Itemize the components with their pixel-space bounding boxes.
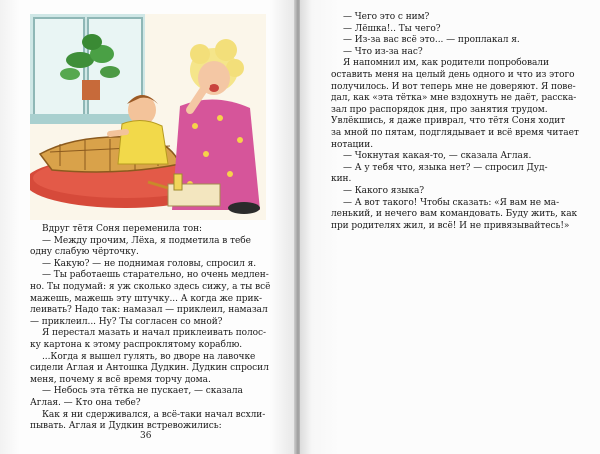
left-text-line: — приклеил... Ну? Ты согласен со мной? (30, 316, 223, 327)
right-text-line: Увлёкшись, я даже приврал, что тётя Соня ходит (331, 116, 566, 127)
right-text-line: — Чокнутая какая-то, — сказала Аглая. (343, 151, 532, 162)
left-text-line: ку картона к этому распроклятому кораблю. (30, 339, 243, 350)
left-text-line: — Между прочим, Лёха, я подметила в тебе (42, 235, 251, 246)
right-text-line: получилось. И вот теперь мне не доверяют. Я пове- (331, 81, 576, 92)
kitchen-illustration (30, 14, 266, 220)
right-text-line: нотации. (331, 139, 374, 150)
right-text-line: — Какого языка? (343, 185, 425, 196)
right-text-line: дал, как «эта тётка» мне вздохнуть не даёт, расска- (331, 93, 577, 104)
right-text-line: — Что из-за нас? (343, 46, 423, 57)
left-text-line: мажешь, мажешь эту штучку... А когда же прик- (30, 293, 263, 304)
right-text-line: — Из-за вас всё это... — проплакал я. (343, 35, 520, 46)
left-text-line: — Небось эта тётка не пускает, — сказала (42, 386, 243, 397)
right-text-line: — Чего это с ним? (343, 12, 430, 22)
right-text-line: кин. (331, 174, 352, 185)
left-text-line: сидели Аглая и Антошка Дудкин. Дудкин спросил (30, 363, 269, 374)
left-text-line: ...Когда я вышел гулять, во дворе на лавочке (42, 351, 256, 362)
right-text-line: зал про распорядок дня, про занятия трудом. (331, 104, 548, 115)
right-text-line: ленький, и нечего вам командовать. Буду жить, как (331, 209, 578, 220)
left-text-line: Я перестал мазать и начал приклеивать полос- (42, 328, 267, 339)
right-text-line: Я напомнил им, как родители попробовали (343, 58, 549, 69)
left-page-text (30, 224, 282, 433)
right-text-line: — А вот такого! Чтобы сказать: «Я вам не ма- (343, 197, 560, 208)
left-text-line: меня, почему я всё время торчу дома. (30, 374, 211, 385)
right-text-line: оставить меня на целый день одного и что из этого (331, 69, 575, 80)
left-text-line: пывать. Аглая и Дудкин встревожились: (30, 421, 222, 432)
left-text-line: — Ты работаешь старательно, но очень медлен- (42, 270, 269, 281)
left-text-line: Вдруг тётя Соня переменила тон: (42, 224, 203, 234)
right-text-line: — Лёшка!.. Ты чего? (343, 23, 441, 34)
right-text-line: за мной по пятам, подглядывает и всё время читает (331, 127, 579, 138)
left-text-line: Аглая. — Кто она тебе? (30, 397, 141, 408)
right-page-text (331, 12, 586, 232)
left-page (0, 0, 296, 454)
left-text-line: но. Ты подумай: я уж сколько здесь сижу, а ты всё (30, 281, 271, 292)
right-page (300, 0, 600, 454)
right-text-line: — А у тебя что, языка нет? — спросил Дуд- (343, 162, 548, 173)
right-text-line: при родителях жил, и всё! И не привязывайтесь!» (331, 220, 570, 231)
page-number: 36 (140, 431, 152, 441)
left-text-line: леивать? Надо так: намазал — приклеил, намазал (30, 305, 268, 316)
left-text-line: — Какую? — не поднимая головы, спросил я. (42, 258, 257, 269)
left-text-line: Как я ни сдерживался, а всё-таки начал всхли- (42, 409, 266, 420)
left-text-line: одну слабую чёрточку. (30, 247, 139, 258)
